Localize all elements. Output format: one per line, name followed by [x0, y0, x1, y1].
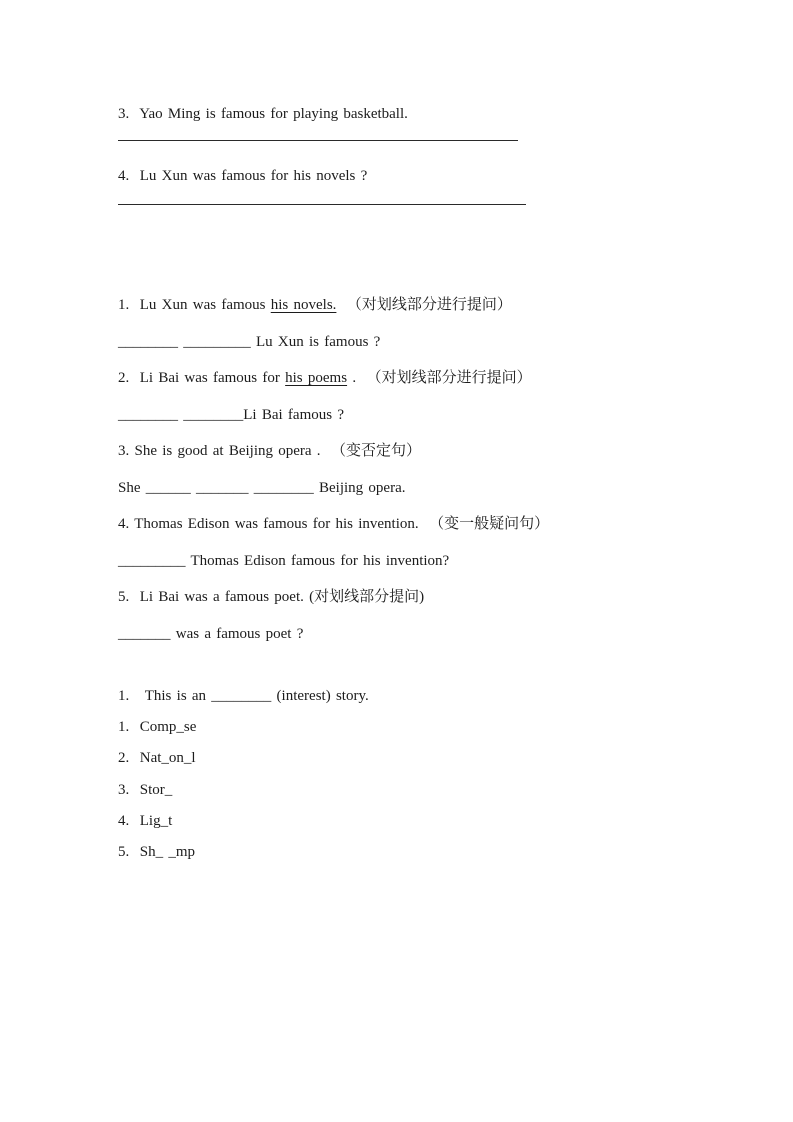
vocab-word-5: 5. Sh_ _mp: [118, 844, 196, 860]
answer-blank-line-2: [118, 204, 526, 205]
transform-q2-instruction: . （对划线部分进行提问）: [347, 370, 532, 386]
question-yao-ming: 3. Yao Ming is famous for playing basketball.: [118, 106, 408, 122]
vocab-intro-sentence: 1. This is an ________ (interest) story.: [118, 688, 369, 704]
transform-answer-1: ________ _________ Lu Xun is famous ?: [118, 334, 381, 350]
transform-question-5: 5. Li Bai was a famous poet. (对划线部分提问): [118, 589, 425, 605]
answer-blank-line-1: [118, 140, 518, 141]
transform-question-1: [118, 295, 753, 315]
transform-answer-2: ________ ________Li Bai famous ?: [118, 407, 344, 423]
transform-answer-4: _________ Thomas Edison famous for his invention?: [118, 553, 450, 569]
transform-q2-prefix: 2. Li Bai was famous for: [118, 370, 286, 386]
vocab-word-4: 4. Lig_t: [118, 813, 173, 829]
transform-question-2: [118, 368, 753, 388]
transform-q1-underlined-part: his novels.: [270, 297, 337, 313]
vocab-word-1: 1. Comp_se: [118, 719, 197, 735]
transform-question-3: 3. She is good at Beijing opera . （变否定句）: [118, 443, 422, 459]
transform-question-4: 4. Thomas Edison was famous for his invention. （变一般疑问句）: [118, 516, 550, 532]
transform-q1-prefix: 1. Lu Xun was famous: [118, 297, 271, 313]
vocab-word-2: 2. Nat_on_l: [118, 750, 196, 766]
transform-q2-underlined-part: his poems: [285, 370, 348, 386]
transform-answer-5: _______ was a famous poet ?: [118, 626, 304, 642]
transform-answer-3: She ______ _______ ________ Beijing opera.: [118, 480, 406, 496]
question-lu-xun-novels: 4. Lu Xun was famous for his novels ?: [118, 168, 368, 184]
vocab-word-3: 3. Stor_: [118, 782, 173, 798]
transform-q1-instruction: （对划线部分进行提问）: [336, 297, 512, 313]
